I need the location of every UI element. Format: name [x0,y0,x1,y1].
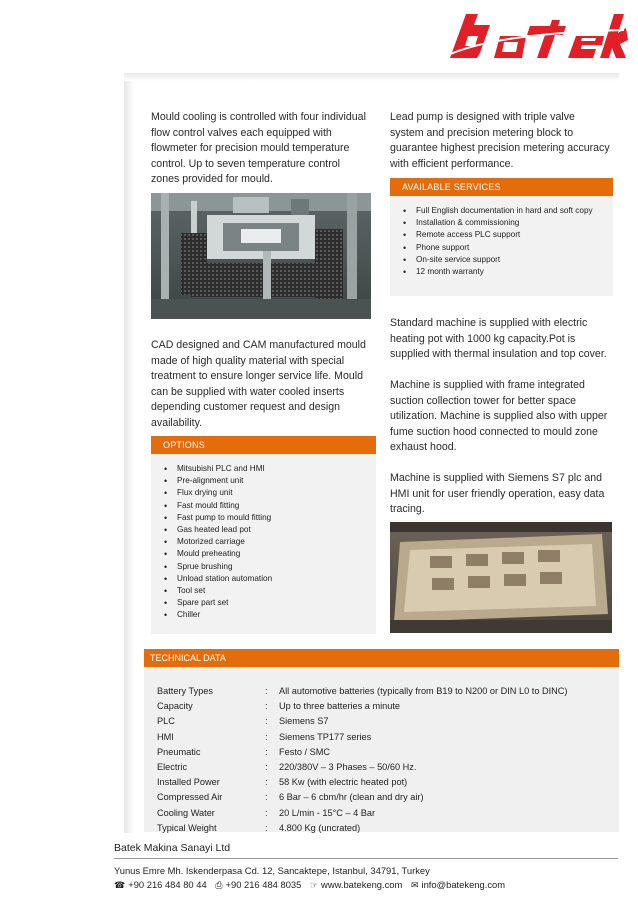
table-row [144,790,619,805]
list-item: • Flux drying unit [177,487,376,499]
phone-number: +90 216 484 80 44 [128,879,207,890]
spec-value: 6 Bar – 6 cbm/hr (clean and dry air) [279,792,424,803]
list-item: • Unload station automation [177,573,376,585]
standard-machine-paragraphs [390,316,612,518]
list-item: • Pre-alignment unit [177,475,376,487]
list-item: • Fast pump to mould fitting [177,512,376,524]
email-link[interactable]: info@batekeng.com [421,879,506,890]
fax-number: +90 216 484 8035 [225,879,302,890]
spec-separator: : [265,701,268,712]
spec-value: Festo / SMC [279,746,331,757]
suction-tower-text: Machine is supplied with frame integrated suction collection tower for better space utilization. Machine is supplied also with upper fume suction hood connected to mould zone exhaust hood. [390,379,608,453]
list-item: • Chiller [177,609,376,621]
page-shadow-left [124,73,134,833]
spec-label: Typical Weight [157,822,217,833]
list-item: • Tool set [177,585,376,597]
web-icon: ☞ [309,881,319,891]
mould-casting-photo [390,522,612,633]
list-item: • 12 month warranty [416,266,613,278]
list-item: • Remote access PLC support [416,229,613,241]
table-row [144,684,619,699]
table-row [144,775,619,790]
list-item: • Installation & commissioning [416,217,613,229]
technical-data-panel [144,649,619,832]
list-item: • Gas heated lead pot [177,524,376,536]
list-item: • Phone support [416,242,613,254]
spec-separator: : [265,746,268,757]
spec-label: PLC [157,716,175,727]
table-row [144,730,619,745]
spec-label: Installed Power [157,777,220,788]
available-services-box [390,178,613,296]
available-services-title: AVAILABLE SERVICES [390,178,613,196]
spec-separator: : [265,822,268,833]
company-address: Yunus Emre Mh. Iskenderpasa Cd. 12, Sancaktepe, Istanbul, 34791, Turkey [114,865,430,876]
cad-text: CAD designed and CAM manufactured mould made of high quality material with special treatment to ensure longer service life. Mould can be supplied with water cooled inserts depending customer request and design availability. [151,339,366,429]
footer-divider [114,858,618,859]
fax-icon: ⎙ [215,881,223,891]
spec-separator: : [265,777,268,788]
spec-label: HMI [157,731,174,742]
list-item: • Motorized carriage [177,536,376,548]
spec-separator: : [265,792,268,803]
options-box [151,436,376,634]
list-item: • Mitsubishi PLC and HMI [177,463,376,475]
lead-pump-text: Lead pump is designed with triple valve system and precision metering block to guarantee highest precision metering accuracy with efficient performance. [390,111,610,170]
table-row [144,806,619,821]
mould-photo [151,193,371,319]
siemens-plc-text: Machine is supplied with Siemens S7 plc and HMI unit for user friendly operation, easy data tracing. [390,472,605,515]
cooling-text: Mould cooling is controlled with four individual flow control valves each equipped with flowmeter for precision mould temperature control. Up to seven temperature control zones provided for mould. [151,111,366,185]
list-item: • Fast mould fitting [177,500,376,512]
spec-label: Cooling Water [157,807,215,818]
page-shadow-top [124,73,619,81]
available-services-list [390,196,613,278]
spec-label: Pneumatic [157,746,201,757]
spec-value: All automotive batteries (typically from B19 to N200 or DIN L0 to DINC) [279,686,568,696]
spec-separator: : [265,716,268,727]
standard-machine-text: Standard machine is supplied with electric heating pot with 1000 kg capacity.Pot is supplied with thermal insulation and top cover. [390,317,607,360]
spec-separator: : [265,731,268,742]
batek-logo [444,8,628,60]
spec-separator: : [265,761,268,772]
company-name: Batek Makina Sanayi Ltd [114,842,231,854]
list-item: • Full English documentation in hard and soft copy [416,205,613,217]
contact-line [114,879,507,891]
spec-label: Battery Types [157,686,214,696]
spec-value: Siemens TP177 series [279,731,372,742]
spec-separator: : [265,686,268,696]
spec-value: Up to three batteries a minute [279,701,401,712]
spec-separator: : [265,807,268,818]
spec-value: 220/380V – 3 Phases – 50/60 Hz. [279,761,417,772]
spec-value: 58 Kw (with electric heated pot) [279,777,408,788]
table-row [144,714,619,729]
options-title: OPTIONS [151,436,376,454]
list-item: • On-site service support [416,254,613,266]
list-item: • Mould preheating [177,548,376,560]
table-row [144,760,619,775]
spec-value: Siemens S7 [279,716,329,727]
lead-pump-paragraph [390,110,610,172]
phone-icon: ☎ [114,881,126,891]
list-item: • Spare part set [177,597,376,609]
technical-data-table [144,667,619,836]
table-row [144,699,619,714]
spec-value: 4.800 Kg (uncrated) [279,822,361,833]
list-item: • Sprue brushing [177,561,376,573]
spec-value: 20 L/min - 15°C – 4 Bar [279,807,376,818]
cooling-paragraph [151,110,371,188]
cad-paragraph [151,338,376,431]
table-row [144,745,619,760]
website-link[interactable]: www.batekeng.com [321,879,403,890]
spec-label: Capacity [157,701,193,712]
options-list [151,454,376,622]
spec-label: Compressed Air [157,792,223,803]
email-icon: ✉ [410,881,419,891]
technical-data-title: TECHNICAL DATA [144,649,619,667]
table-row [144,821,619,836]
spec-label: Electric [157,761,188,772]
